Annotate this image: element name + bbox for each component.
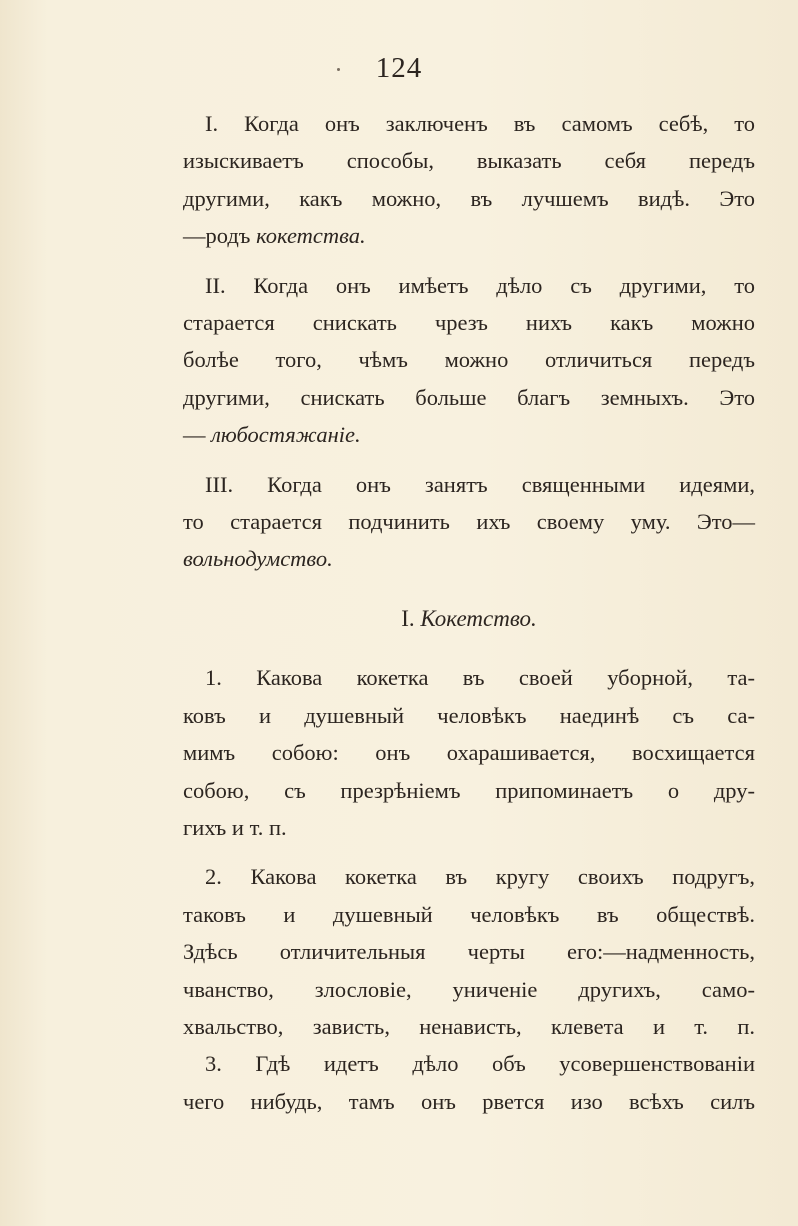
text-line: болѣе того, чѣмъ можно отличиться передъ: [183, 347, 755, 373]
text-line: чванство, злословіе, униченіе другихъ, само-: [183, 976, 755, 1002]
text-line: таковъ и душевный человѣкъ въ обществѣ.: [183, 901, 755, 927]
text-line: то старается подчинить ихъ своему уму. Это—: [183, 509, 755, 535]
text-line: старается снискать чрезъ нихъ какъ можно: [183, 310, 755, 336]
text-line: другими, какъ можно, въ лучшемъ видѣ. Это: [183, 185, 755, 211]
text-line: 1. Какова кокетка въ своей уборной, та-: [205, 665, 755, 691]
text-line: [183, 540, 755, 577]
numbered-item-2: [183, 858, 755, 1045]
paragraph-2: [183, 267, 755, 454]
numbered-item-3: [183, 1045, 755, 1120]
text-line: Здѣсь отличительныя черты его:—надменность,: [183, 939, 755, 965]
text-line: [183, 217, 755, 254]
section-title: Кокетство.: [420, 605, 537, 631]
page-number: 124: [375, 52, 423, 84]
text-line: собою, съ презрѣніемъ припоминаетъ о дру-: [183, 777, 755, 803]
text-line: чего нибудь, тамъ онъ рвется изо всѣхъ силъ: [183, 1088, 755, 1114]
paragraph-3: [183, 466, 755, 578]
text-line: гихъ и т. п.: [183, 814, 287, 840]
text-line: мимъ собою: онъ охарашивается, восхищается: [183, 740, 755, 766]
page-body: [183, 105, 755, 1120]
text-fragment: —: [183, 422, 212, 448]
italic-term: любостяжаніе.: [211, 422, 361, 448]
section-heading: [183, 600, 755, 637]
text-fragment: —родъ: [183, 223, 257, 249]
text-line: [183, 416, 755, 453]
text-line: ковъ и душевный человѣкъ наединѣ съ са-: [183, 702, 755, 728]
text-line: III. Когда онъ занятъ священными идеями,: [205, 471, 755, 497]
text-line: II. Когда онъ имѣетъ дѣло съ другими, то: [205, 272, 755, 298]
text-line: 2. Какова кокетка въ кругу своихъ подругъ,: [205, 864, 755, 890]
text-line: I. Когда онъ заключенъ въ самомъ себѣ, то: [205, 111, 755, 136]
text-line: хвальство, зависть, ненависть, клевета и т. п.: [183, 1013, 755, 1039]
numbered-item-1: [183, 659, 755, 846]
section-number: I.: [401, 605, 415, 631]
text-line: 3. Гдѣ идетъ дѣло объ усовершенствованіи: [205, 1051, 755, 1077]
paragraph-1: [183, 105, 755, 255]
italic-term: кокетства.: [256, 223, 366, 249]
text-line: изыскиваетъ способы, выказать себя передъ: [183, 148, 755, 174]
text-line: другими, снискать больше благъ земныхъ. Это: [183, 384, 755, 410]
italic-term: вольнодумство.: [183, 546, 333, 572]
